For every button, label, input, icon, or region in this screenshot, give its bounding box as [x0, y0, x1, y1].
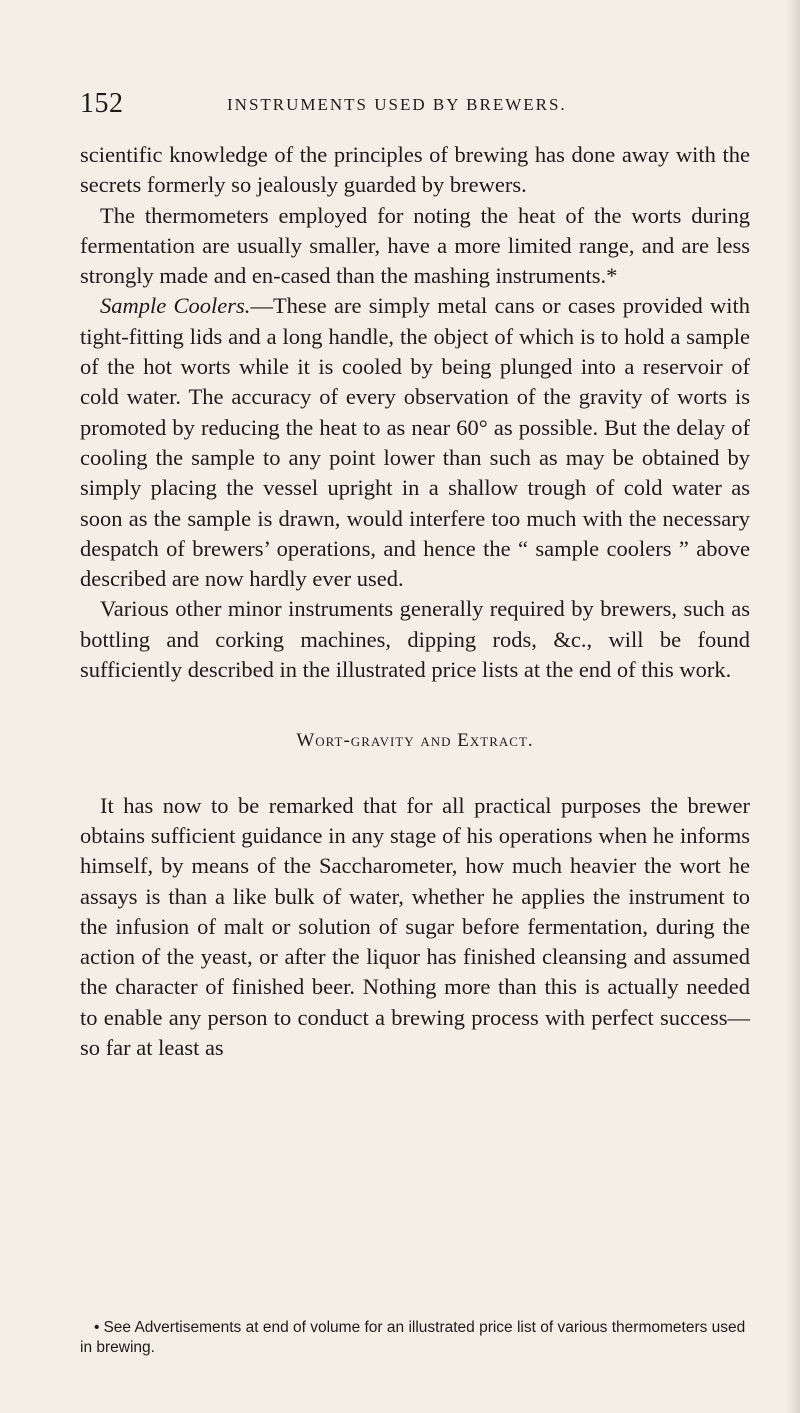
paragraph-5: It has now to be remarked that for all practical purposes the brewer obtains sufficient guidance in any stage of his operations when he informs himself, by means of the Saccharometer, how much heavier the wort he assays is than a like bulk of water, whether he applies the instrument to the infusion of malt or solution of sugar before fermentation, during the action of the yeast, or after the liquor has finished cleansing and assumed the character of finished beer. Nothing more than this is actually needed to enable any person to conduct a brewing process with perfect success—so far at least as	[80, 792, 750, 1061]
sample-coolers-text: —These are simply metal cans or cases provided with tight-fitting lids and a long handle, the object of which is to hold a sample of the hot worts while it is cooled by being plunged into a reservoir of cold water. The accuracy of every observation of the gravity of worts is promoted by reducing the heat to as near 60° as possible. But the delay of cooling the sample to any point lower than such as may be obtained by simply placing the vessel upright in a shallow trough of cold water as soon as the sample is drawn, would interfere too much with the necessary despatch of brewers’ operations, and hence the “ sample coolers ” above described are now hardly ever used.	[80, 293, 750, 592]
section-heading: Wort-gravity and Extract.	[296, 730, 534, 752]
paragraph-4: Various other minor instruments generally required by brewers, such as bottling and corking machines, dipping rods, &c., will be found sufficiently described in the illustrated price lists at the end of this work.	[80, 596, 750, 683]
footnote-marker: •	[94, 1319, 100, 1336]
page-edge-shadow	[786, 0, 800, 1413]
body-text	[80, 140, 750, 1063]
sample-coolers-title: Sample Coolers.	[100, 293, 251, 319]
paragraph-3	[80, 291, 750, 594]
paragraph-2: The thermometers employed for noting the heat of the worts during fermentation are usually smaller, have a more limited range, and are less strongly made and en-cased than the mashing instruments.*	[80, 202, 750, 289]
footnote-text: See Advertisements at end of volume for an illustrated price list of various thermometers used in brewing.	[80, 1319, 746, 1356]
paragraph-1: scientific knowledge of the principles of brewing has done away with the secrets formerly so jealously guarded by brewers.	[80, 142, 750, 198]
page-number: 152	[80, 88, 124, 119]
footnote	[80, 1318, 750, 1358]
page-header	[80, 88, 720, 122]
running-head: INSTRUMENTS USED BY BREWERS.	[227, 95, 567, 114]
